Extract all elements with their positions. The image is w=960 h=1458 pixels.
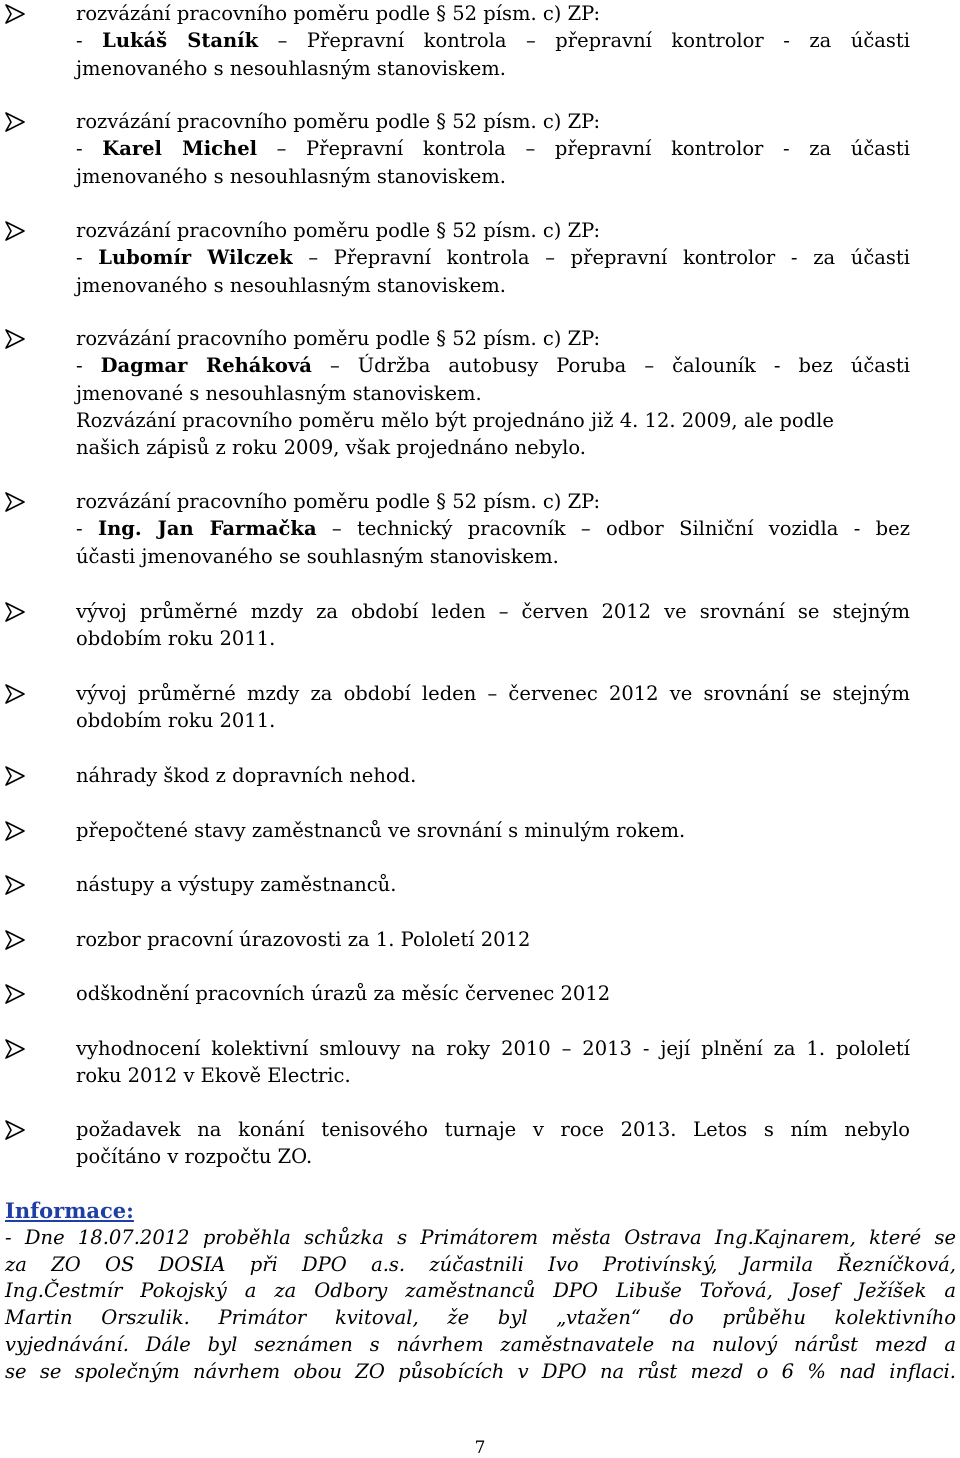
arrow-bullet-icon — [2, 873, 28, 897]
bullet-text — [76, 217, 910, 299]
info-line: se se společným návrhem obou ZO působících v DPO na růst mezd o 6 % nad inflaci. — [5, 1359, 956, 1383]
arrow-bullet-icon — [2, 764, 28, 788]
bullet-line: rozvázání pracovního poměru podle § 52 písm. c) ZP: — [76, 327, 601, 350]
bullet-name-line: - Dagmar Reháková – Údržba autobusy Poruba – čalouník - bez účasti — [76, 354, 911, 378]
arrow-bullet-icon — [2, 327, 28, 351]
bullet-line: rozvázání pracovního poměru podle § 52 písm. c) ZP: — [76, 2, 601, 25]
bullet-text — [76, 108, 910, 190]
arrow-bullet-icon — [2, 1118, 28, 1142]
arrow-bullet-icon — [2, 1037, 28, 1061]
info-line: Martin Orszulik. Primátor kvitoval, že byl „vtažen“ do průběhu kolektivního — [5, 1306, 956, 1330]
bullet-text — [76, 1035, 910, 1090]
bullet-line: jmenovaného s nesouhlasným stanoviskem. — [76, 56, 506, 80]
bullet-line: Rozvázání pracovního poměru mělo být projednáno již 4. 12. 2009, ale podle — [76, 408, 834, 432]
info-heading: Informace: — [5, 1198, 134, 1223]
bullet-line: obdobím roku 2011. — [76, 709, 276, 733]
arrow-bullet-icon — [2, 110, 28, 134]
bullet-line: náhrady škod z dopravních nehod. — [76, 764, 417, 787]
info-paragraph — [5, 1225, 956, 1385]
bullet-name-line: - Karel Michel – Přepravní kontrola – přepravní kontrolor - za účasti — [76, 137, 910, 161]
arrow-bullet-icon — [2, 682, 28, 706]
bullet-line: účasti jmenovaného se souhlasným stanoviskem. — [76, 544, 559, 568]
arrow-bullet-icon — [2, 928, 28, 952]
arrow-bullet-icon — [2, 490, 28, 514]
employee-name: Ing. Jan Farmačka — [97, 517, 317, 541]
bullet-line: našich zápisů z roku 2009, však projednáno nebylo. — [76, 436, 587, 460]
bullet-text — [76, 762, 910, 789]
bullet-line: rozvázání pracovního poměru podle § 52 písm. c) ZP: — [76, 219, 601, 242]
bullet-line: jmenovaného s nesouhlasným stanoviskem. — [76, 273, 506, 297]
bullet-text — [76, 871, 910, 898]
arrow-bullet-icon — [2, 2, 28, 26]
info-line: Ing.Čestmír Pokojský a za Odbory zaměstnanců DPO Libuše Tořová, Josef Ježíšek a — [5, 1279, 956, 1303]
bullet-line: počítáno v rozpočtu ZO. — [76, 1145, 313, 1169]
arrow-bullet-icon — [2, 219, 28, 243]
bullet-line: odškodnění pracovních úrazů za měsíc červenec 2012 — [76, 982, 611, 1005]
bullet-line: rozvázání pracovního poměru podle § 52 písm. c) ZP: — [76, 110, 601, 133]
bullet-line: vyhodnocení kolektivní smlouvy na roky 2010 – 2013 - její plnění za 1. pololetí — [76, 1037, 910, 1060]
bullet-name-line: - Ing. Jan Farmačka – technický pracovník – odbor Silniční vozidla - bez — [76, 517, 910, 541]
arrow-bullet-icon — [2, 600, 28, 624]
info-line: za ZO OS DOSIA při DPO a.s. zúčastnili Ivo Protivínský, Jarmila Řezníčková, — [5, 1252, 956, 1276]
page-number: 7 — [474, 1438, 486, 1458]
employee-name: Dagmar Reháková — [100, 354, 312, 378]
bullet-line: vývoj průměrné mzdy za období leden – červenec 2012 ve srovnání se stejným — [76, 682, 910, 705]
bullet-line: nástupy a výstupy zaměstnanců. — [76, 873, 397, 896]
bullet-line: vývoj průměrné mzdy za období leden – červen 2012 ve srovnání se stejným — [76, 600, 910, 623]
bullet-text — [76, 598, 910, 653]
bullet-text — [76, 817, 910, 844]
arrow-bullet-icon — [2, 982, 28, 1006]
bullet-name-line: - Lubomír Wilczek – Přepravní kontrola – přepravní kontrolor - za účasti — [76, 246, 910, 270]
employee-name: Lukáš Staník — [102, 29, 259, 53]
bullet-text — [76, 0, 910, 82]
bullet-text — [76, 325, 910, 461]
info-line: vyjednávání. Dále byl seznámen s návrhem zaměstnavatele na nulový nárůst mezd a — [5, 1332, 956, 1356]
bullet-line: jmenované s nesouhlasným stanoviskem. — [76, 381, 482, 405]
bullet-text — [76, 680, 910, 735]
employee-name: Karel Michel — [102, 137, 258, 161]
employee-name: Lubomír Wilczek — [98, 246, 293, 270]
bullet-text — [76, 926, 910, 953]
bullet-line: požadavek na konání tenisového turnaje v roce 2013. Letos s ním nebylo — [76, 1118, 910, 1141]
bullet-name-line: - Lukáš Staník – Přepravní kontrola – přepravní kontrolor - za účasti — [76, 29, 910, 53]
bullet-line: obdobím roku 2011. — [76, 627, 276, 651]
bullet-text — [76, 1116, 910, 1171]
info-line: - Dne 18.07.2012 proběhla schůzka s Primátorem města Ostrava Ing.Kajnarem, které se — [5, 1226, 956, 1249]
bullet-line: rozvázání pracovního poměru podle § 52 písm. c) ZP: — [76, 490, 601, 513]
bullet-line: roku 2012 v Ekově Electric. — [76, 1064, 351, 1088]
bullet-line: jmenovaného s nesouhlasným stanoviskem. — [76, 164, 506, 188]
bullet-text — [76, 980, 910, 1007]
bullet-text — [76, 488, 910, 570]
bullet-line: rozbor pracovní úrazovosti za 1. Pololetí 2012 — [76, 928, 531, 951]
arrow-bullet-icon — [2, 819, 28, 843]
bullet-line: přepočtené stavy zaměstnanců ve srovnání s minulým rokem. — [76, 819, 686, 842]
